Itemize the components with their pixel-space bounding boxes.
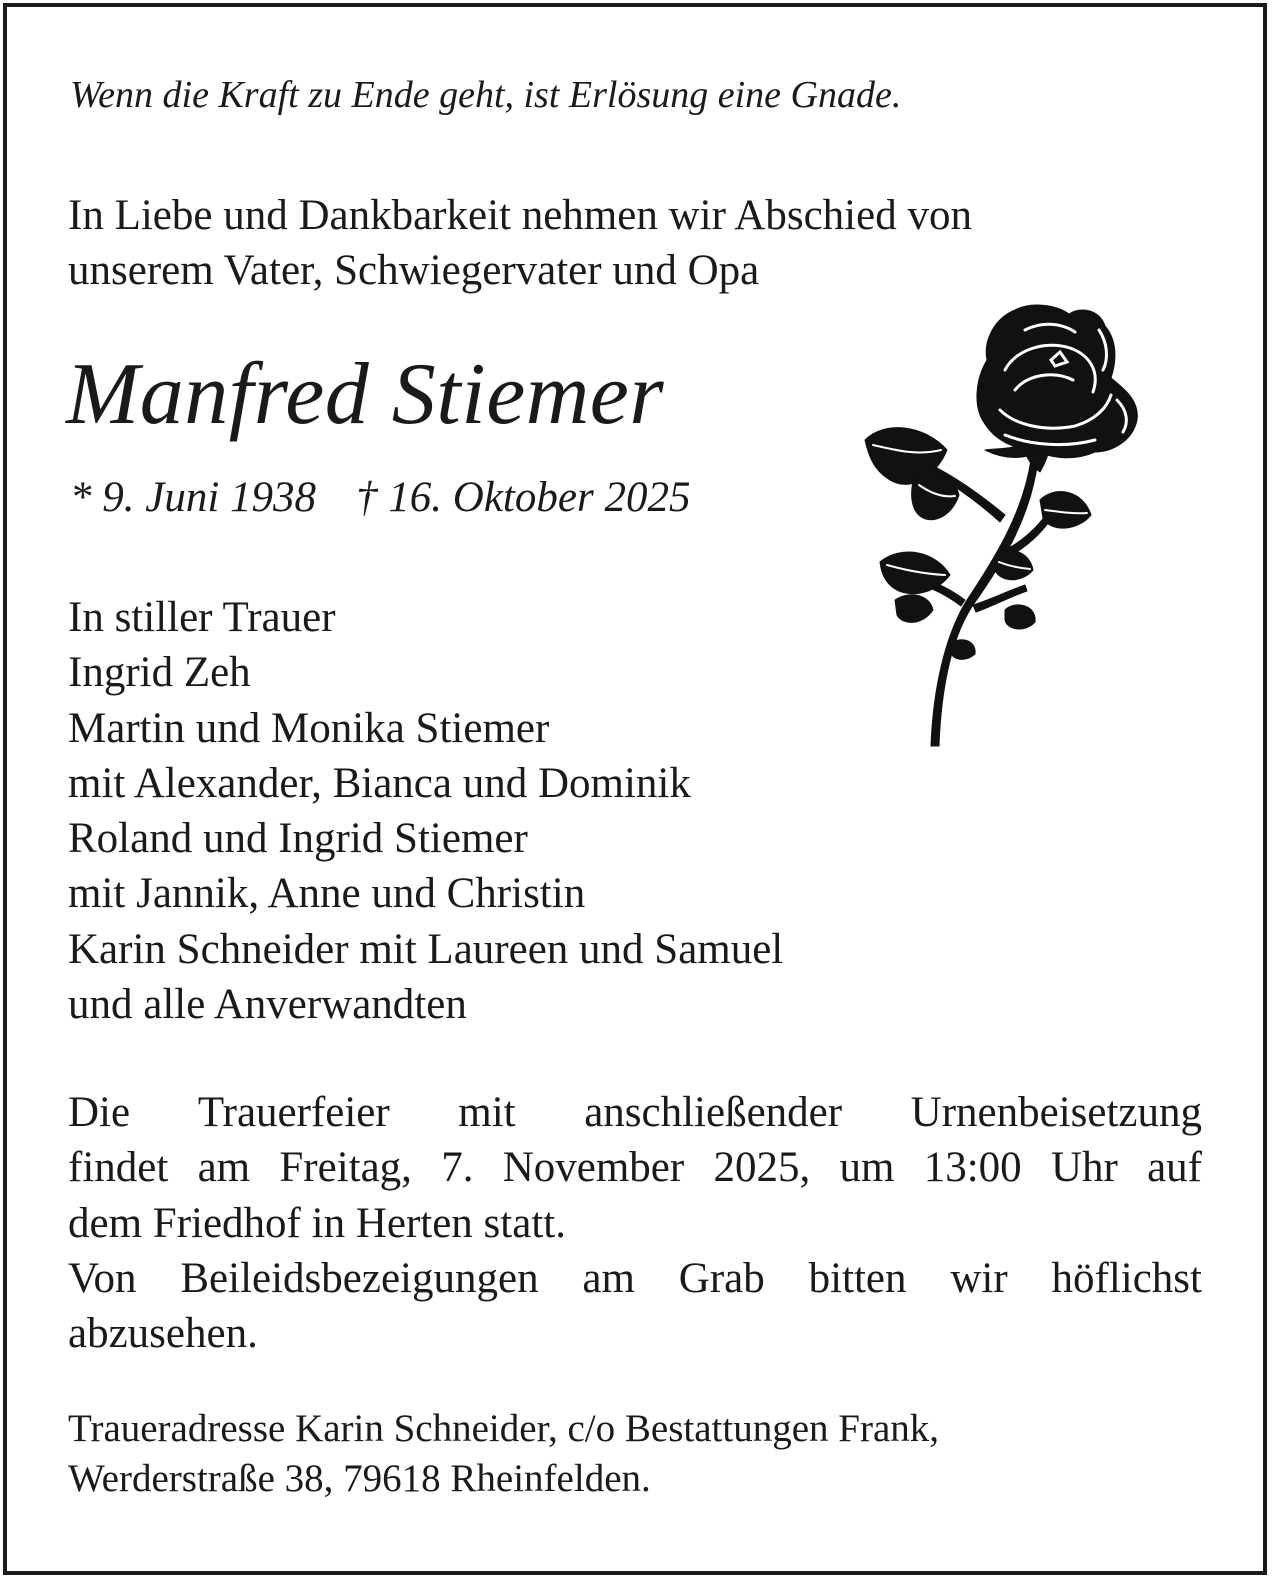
intro-text xyxy=(68,188,972,298)
intro-line: In Liebe und Dankbarkeit nehmen wir Abschied von xyxy=(68,192,972,239)
intro-line: unserem Vater, Schwiegervater und Opa xyxy=(68,247,760,294)
birth-date: * 9. Juni 1938 xyxy=(70,474,317,521)
death-date: † 16. Oktober 2025 xyxy=(356,474,691,521)
ceremony-line: abzusehen. xyxy=(68,1310,258,1358)
mourner-entry: mit Alexander, Bianca und Dominik xyxy=(68,759,691,807)
deceased-name: Manfred Stiemer xyxy=(66,346,665,443)
rose-icon xyxy=(855,300,1145,750)
ceremony-line: dem Friedhof in Herten statt. xyxy=(68,1199,566,1247)
ceremony-line: Von Beileidsbezeigungen am Grab bitten wir höflichst xyxy=(68,1254,1202,1302)
mourner-entry: Karin Schneider mit Laureen und Samuel xyxy=(68,925,784,973)
mourners-list xyxy=(68,590,783,1032)
motto-quote: Wenn die Kraft zu Ende geht, ist Erlösung eine Gnade. xyxy=(70,74,902,116)
mourner-entry: mit Jannik, Anne und Christin xyxy=(68,870,586,918)
mourner-entry: Martin und Monika Stiemer xyxy=(68,704,550,752)
mourner-entry: und alle Anverwandten xyxy=(68,981,467,1029)
address-line: Traueradresse Karin Schneider, c/o Bestattungen Frank, xyxy=(68,1407,940,1450)
life-dates xyxy=(70,470,690,526)
ceremony-notice xyxy=(68,1085,1202,1361)
mourning-address xyxy=(68,1404,939,1504)
ceremony-line: findet am Freitag, 7. November 2025, um 13:00 Uhr auf xyxy=(68,1144,1202,1192)
ceremony-line: Die Trauerfeier mit anschließender Urnenbeisetzung xyxy=(68,1089,1202,1136)
mourner-entry: Roland und Ingrid Stiemer xyxy=(68,815,528,863)
mourner-entry: Ingrid Zeh xyxy=(68,649,251,697)
mourners-heading: In stiller Trauer xyxy=(68,594,336,641)
address-line: Werderstraße 38, 79618 Rheinfelden. xyxy=(68,1457,651,1500)
